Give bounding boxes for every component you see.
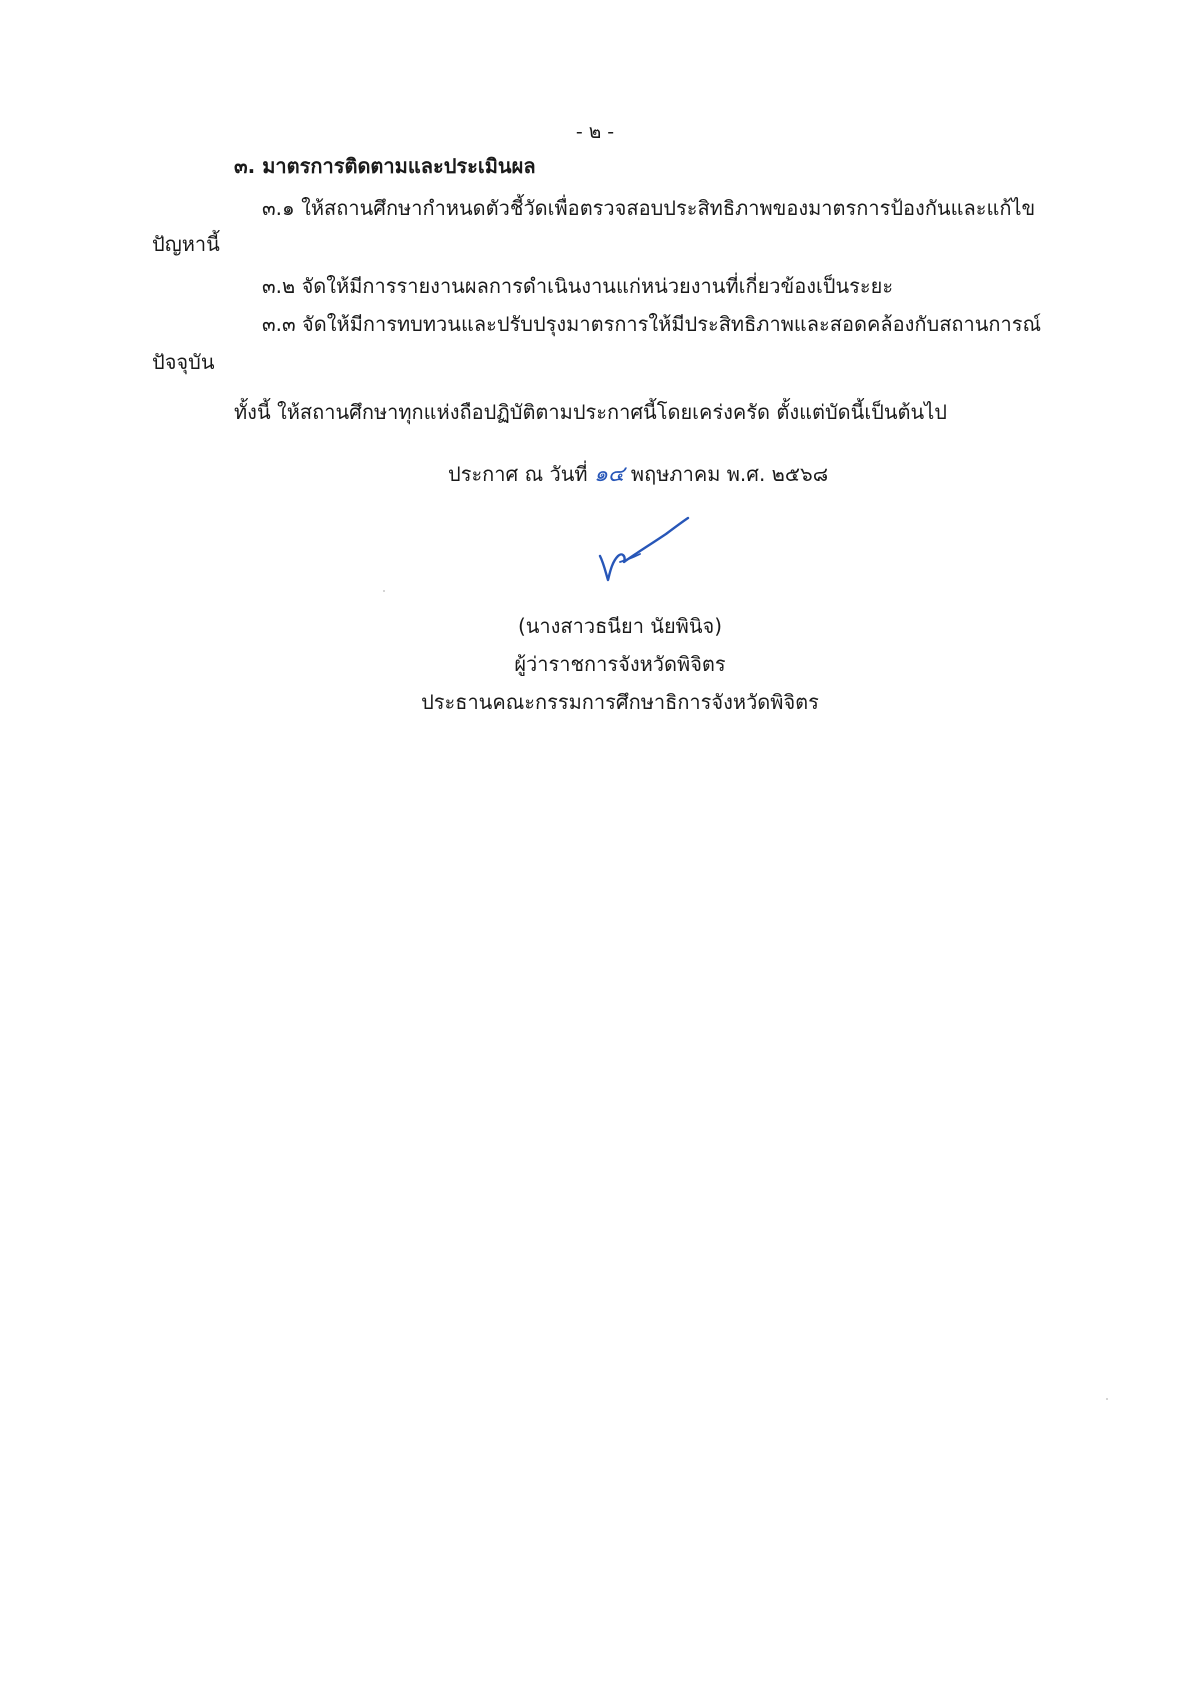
signatory-title-governor: ผู้ว่าราชการจังหวัดพิจิตร bbox=[514, 652, 726, 676]
item-3-3-line-2: ปัจจุบัน bbox=[152, 350, 215, 374]
item-3-2-line-1: ๓.๒ จัดให้มีการรายงานผลการดำเนินงานแก่หน่วยงานที่เกี่ยวข้องเป็นระยะ bbox=[262, 274, 894, 298]
item-3-3-line-1: ๓.๓ จัดให้มีการทบทวนและปรับปรุงมาตรการให้มีประสิทธิภาพและสอดคล้องกับสถานการณ์ bbox=[262, 312, 1042, 336]
page-number: - ๒ - bbox=[575, 121, 615, 143]
handwritten-signature bbox=[596, 516, 692, 588]
item-3-1-line-2: ปัญหานี้ bbox=[152, 232, 220, 256]
scan-speck bbox=[383, 590, 385, 592]
signatory-name: (นางสาวธนียา นัยพินิจ) bbox=[517, 614, 723, 638]
announcement-date bbox=[448, 460, 828, 489]
date-month-year: พฤษภาคม พ.ศ. ๒๕๖๘ bbox=[630, 462, 829, 486]
date-prefix: ประกาศ ณ วันที่ bbox=[448, 462, 588, 486]
scan-speck bbox=[1106, 1398, 1108, 1400]
signatory-title-committee-chair: ประธานคณะกรรมการศึกษาธิการจังหวัดพิจิตร bbox=[421, 690, 819, 714]
section-heading: ๓. มาตรการติดตามและประเมินผล bbox=[234, 154, 536, 178]
closing-paragraph: ทั้งนี้ ให้สถานศึกษาทุกแห่งถือปฏิบัติตามประกาศนี้โดยเคร่งครัด ตั้งแต่บัดนี้เป็นต้นไป bbox=[234, 400, 947, 424]
item-3-1-line-1: ๓.๑ ให้สถานศึกษากำหนดตัวชี้วัดเพื่อตรวจสอบประสิทธิภาพของมาตรการป้องกันและแก้ไข bbox=[262, 196, 1036, 220]
date-day-handwritten: ๑๔ bbox=[593, 462, 625, 487]
